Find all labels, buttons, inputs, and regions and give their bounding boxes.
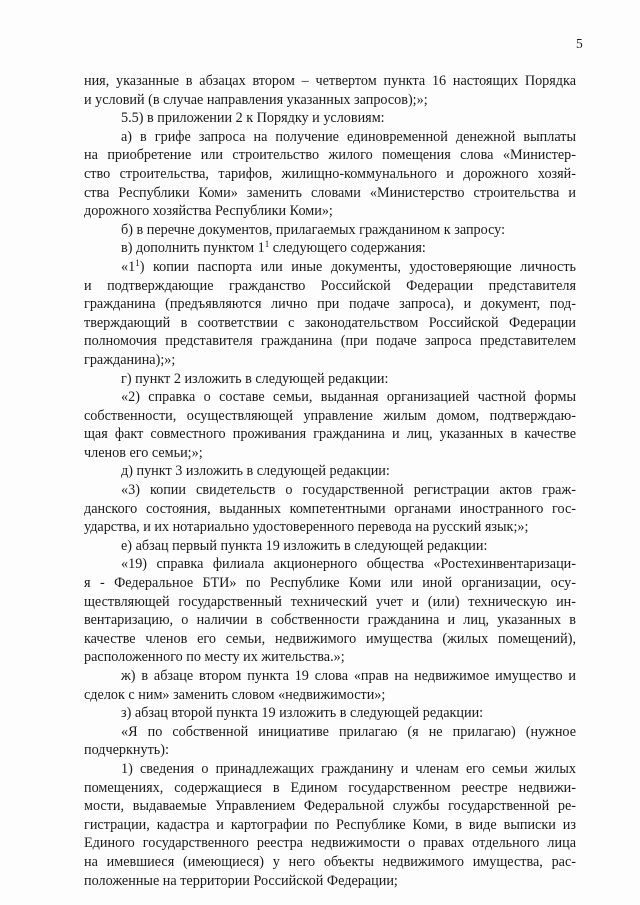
text-fragment: в) дополнить пунктом 1 (121, 240, 265, 257)
text-line: я - Федеральное БТИ» по Республике Коми или иной организации, осу- (84, 575, 576, 592)
text-line: гистрации, кадастра и картографии по Республике Коми, в виде выписки из (84, 816, 576, 833)
text-line: «Я по собственной инициативе прилагаю (я не прилагаю) (нужное (121, 723, 576, 740)
text-line: ния, указанные в абзацах втором – четвертом пункта 16 настоящих Порядка (84, 73, 576, 89)
text-line: ществляющей государственный технический учет и (или) техническую ин- (84, 593, 576, 610)
text-line: собственности, осуществляющей управление жилым домом, подтверждаю- (84, 407, 576, 424)
text-line: мости, выдаваемые Управлением Федеральной службы государственной ре- (84, 798, 576, 815)
document-body (84, 72, 576, 890)
text-line: качестве членов его семьи, недвижимого имущества (жилых помещений), (84, 630, 576, 647)
text-line: е) абзац первый пункта 19 изложить в следующей редакции: (121, 537, 488, 554)
text-line: положенные на территории Российской Федерации; (84, 872, 398, 889)
text-line: гражданина);»; (84, 351, 176, 368)
text-line: «19) справка филиала акционерного общества «Ростехинвентаризаци- (121, 556, 576, 573)
text-line: ударства, и их нотариально удостоверенного перевода на русский язык;»; (84, 519, 529, 536)
text-line: а) в грифе запроса на получение единовременной денежной выплаты (121, 128, 576, 145)
text-line: на приобретение или строительство жилого помещения слова «Министер- (84, 147, 576, 164)
text-line: ж) в абзаце втором пункта 19 слова «прав на недвижимое имущество и (121, 668, 576, 684)
superscript: 1 (264, 239, 270, 250)
text-line: и подтверждающие гражданство Российской Федерации представителя (84, 277, 576, 294)
text-line: б) в перечне документов, прилагаемых гражданином к запросу: (121, 221, 506, 238)
text-line (84, 239, 576, 258)
text-line: сделок с ним» заменить словом «недвижимости»; (84, 686, 386, 703)
text-line: 5.5) в приложении 2 к Порядку и условиям: (121, 110, 385, 127)
text-fragment: «1 (121, 258, 136, 275)
text-line: 1) сведения о принадлежащих гражданину и членам его семьи жилых (121, 760, 576, 777)
text-line: д) пункт 3 изложить в следующей редакции: (121, 463, 390, 480)
superscript: 1 (135, 257, 140, 268)
text-line: на имевшиеся (имеющиеся) у него объекты недвижимого имущества, рас- (84, 853, 576, 870)
text-line: «2) справка о составе семьи, выданная организацией частной формы (121, 389, 576, 406)
text-line: гражданина (предъявляются лично при подаче запроса), и документ, под- (84, 296, 576, 313)
text-line: Единого государственного реестра недвижимости о правах отдельного лица (84, 835, 576, 852)
text-fragment: следующего содержания: (269, 240, 426, 257)
text-line: данского состояния, выданных компетентными органами иностранного гос- (84, 500, 576, 517)
text-line: полномочия представителя гражданина (при подаче запроса представителем (84, 333, 576, 350)
text-fragment: ) копии паспорта или иные документы, удостоверяющие личность (139, 258, 576, 275)
text-line: и условий (в случае направления указанных запросов);»; (84, 91, 428, 108)
text-line: вентаризацию, о наличии в собственности гражданина и лиц, указанных в (84, 612, 576, 629)
text-line: щая факт совместного проживания гражданина и лиц, указанных в качестве (84, 426, 576, 443)
text-line: членов его семьи;»; (84, 444, 203, 461)
text-line: з) абзац второй пункта 19 изложить в следующей редакции: (121, 705, 484, 722)
text-line (84, 258, 576, 277)
text-line: г) пункт 2 изложить в следующей редакции: (121, 370, 389, 387)
text-line: тверждающий в соответствии с законодательством Российской Федерации (84, 314, 576, 331)
text-line: «3) копии свидетельств о государственной регистрации актов граж- (121, 482, 576, 499)
text-line: расположенного по месту их жительства.»; (84, 649, 345, 666)
text-line: помещениях, содержащиеся в Едином государственном реестре недвижи- (84, 779, 576, 796)
text-line: подчеркнуть): (84, 742, 169, 759)
text-line: дорожного хозяйства Республики Коми»; (84, 203, 333, 220)
text-line: ство строительства, тарифов, жилищно-коммунального и дорожного хозяй- (84, 165, 576, 182)
page-number: 5 (576, 36, 583, 51)
text-line: ства Республики Коми» заменить словами «Министерство строительства и (84, 184, 576, 201)
